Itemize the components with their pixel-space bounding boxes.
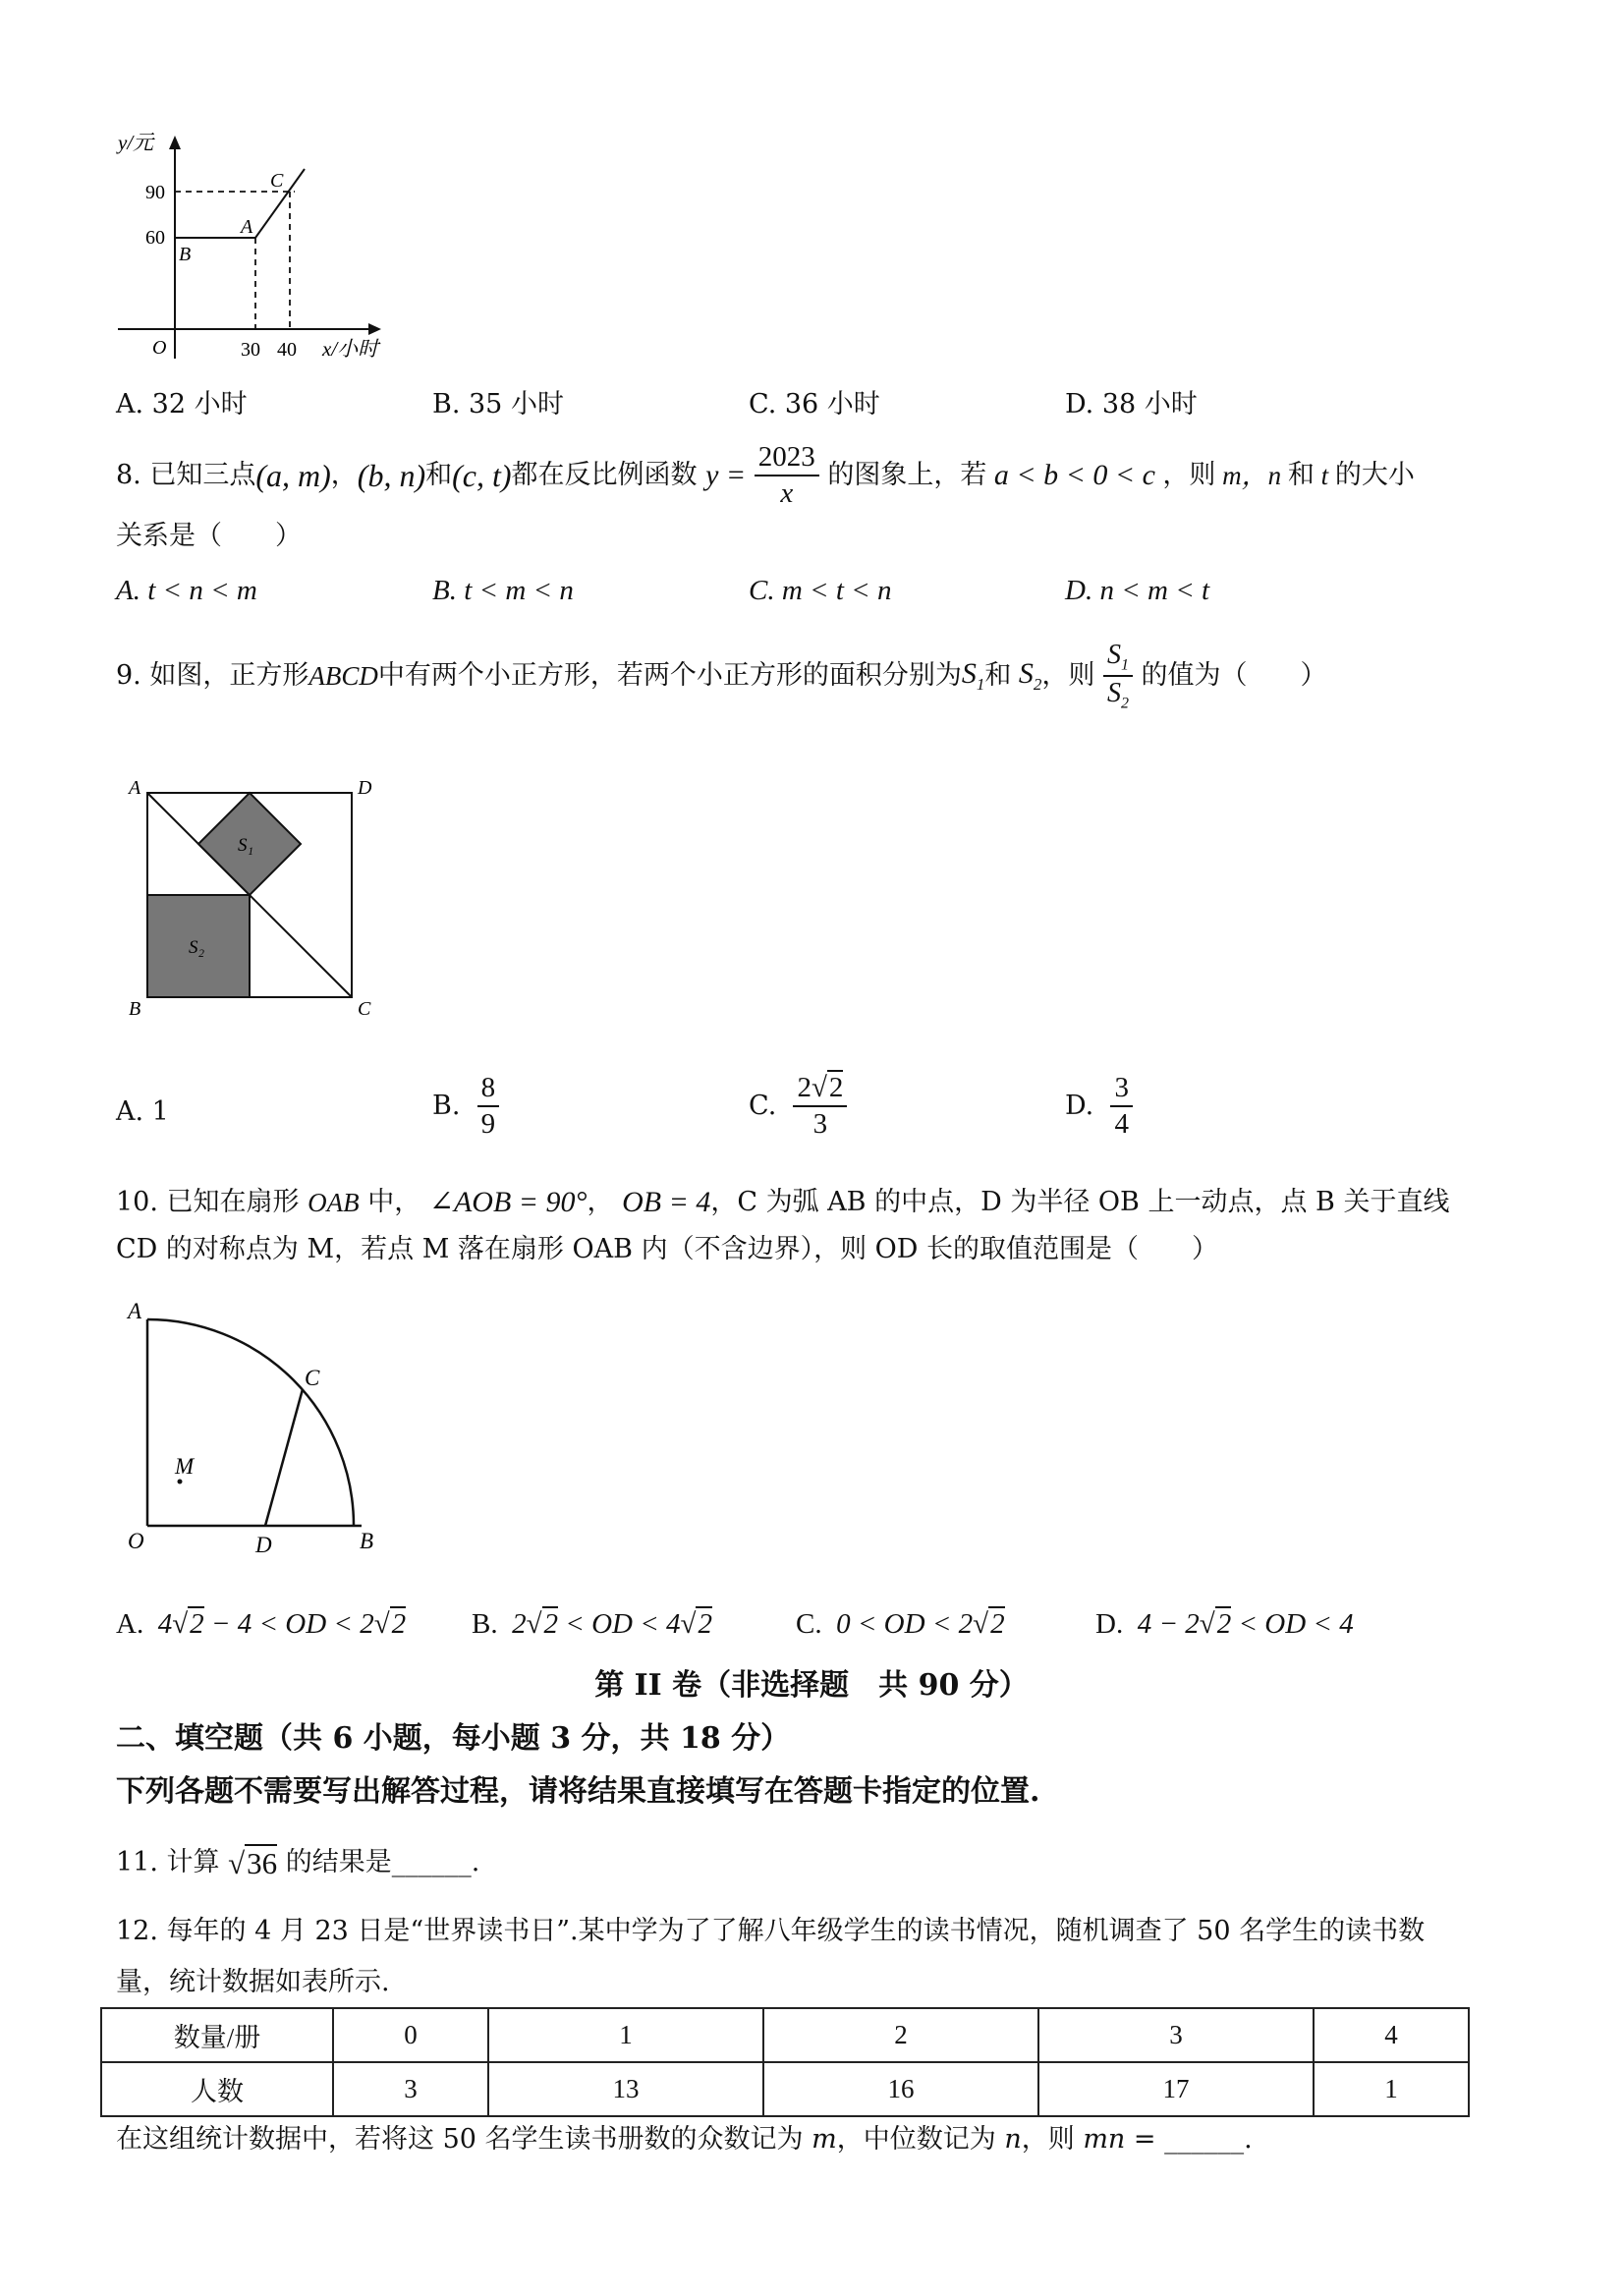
part-2-heading: 二、填空题（共 6 小题，每小题 3 分，共 18 分） [116, 1721, 791, 1756]
q11-text-2: 的结果是______. [285, 1847, 480, 1878]
table-cell: 1 [1314, 2062, 1469, 2116]
q8-text-4: ，则 [1162, 459, 1216, 490]
q8-text-1: 已知三点 [149, 459, 256, 490]
q8-text-6: 的大小 [1334, 459, 1415, 490]
q10-option-c-label: C. [796, 1608, 822, 1640]
q9-option-b [432, 1071, 499, 1142]
q10-radius: OB = 4 [622, 1186, 711, 1218]
q12-line-2: 量，统计数据如表所示. [116, 1967, 390, 1997]
vertex-d: D [358, 777, 372, 799]
table-cell: 人数 [101, 2062, 333, 2116]
table-cell: 2 [763, 2008, 1038, 2062]
q11-radicand: 36 [247, 1846, 278, 1880]
q9-option-b-fraction [477, 1071, 500, 1142]
table-cell: 数量/册 [101, 2008, 333, 2062]
sector-point-m: M [175, 1454, 195, 1479]
q9-text-1: 如图，正方形 [149, 659, 309, 691]
reading-stats-table [100, 2007, 1470, 2117]
q9-stem [116, 639, 1327, 713]
q10-text-2: 中， [367, 1186, 421, 1217]
q8-text-2: 都在反比例函数 [511, 459, 698, 490]
table-cell: 0 [333, 2008, 488, 2062]
table-cell: 13 [488, 2062, 763, 2116]
q10-line-1 [116, 1185, 1449, 1220]
q12-line-1: 12. 每年的 4 月 23 日是“世界读书日”.某中学为了了解八年级学生的读书情况，随机调查了 50 名学生的读书数 [116, 1916, 1426, 1946]
table-cell: 3 [1038, 2008, 1314, 2062]
sector-point-o: O [128, 1529, 144, 1553]
q12-text-3: ，则 [1021, 2124, 1075, 2155]
q9-s1: $S_1$ [961, 657, 985, 695]
q8-point-3: (c, t) [452, 457, 512, 493]
q9-option-b-den: 9 [480, 1107, 496, 1140]
q8-var-t: t [1314, 460, 1335, 490]
q10-option-c: C. 0 < OD < 2√2 [796, 1608, 1005, 1640]
q8-text-5: 和 [1287, 459, 1315, 490]
sector-point-b: B [360, 1529, 374, 1553]
q9-option-c [749, 1071, 847, 1142]
q8-var-n: n [1267, 460, 1288, 490]
q10-option-b: B. 2√2 < OD < 4√2 [472, 1608, 712, 1640]
q9-number: 9. [116, 659, 141, 691]
table-row [101, 2008, 1469, 2062]
label-s1: S₁ [238, 835, 254, 856]
table-cell: 17 [1038, 2062, 1314, 2116]
q9-option-d-fraction [1110, 1071, 1133, 1142]
q9-option-a: A. 1 [116, 1096, 169, 1127]
point-a: A [241, 216, 253, 238]
point-c: C [270, 170, 284, 192]
q7-option-a: A. 32 小时 [116, 389, 248, 420]
q9-option-c-fraction: $\frac{2√2}{3}$ [793, 1071, 847, 1142]
q9-option-c-coef: 2 [797, 1072, 812, 1103]
q10-sector-figure [126, 1289, 401, 1564]
q8-fraction [755, 440, 819, 511]
q9-option-b-label: B. [432, 1090, 461, 1121]
part-2-instruction: 下列各题不需要写出解答过程，请将结果直接填写在答题卡指定的位置. [116, 1774, 1040, 1809]
origin-label: O [152, 337, 167, 359]
q11-text-1: 11. 计算 [116, 1847, 220, 1878]
q9-text-5: ，则 [1041, 659, 1095, 691]
point-b: B [179, 244, 192, 265]
q8-text-3: 的图象上，若 [827, 459, 987, 490]
q12-answer-blank: ______. [1164, 2124, 1253, 2155]
q8-var-m: m， [1215, 460, 1268, 490]
table-cell: 1 [488, 2008, 763, 2062]
q12-text-2: ，中位数记为 [836, 2124, 996, 2155]
tick-60: 60 [145, 227, 165, 249]
q7-option-d: D. 38 小时 [1065, 389, 1198, 420]
table-cell: 3 [333, 2062, 488, 2116]
q9-option-c-radicand: 2 [828, 1072, 844, 1103]
label-s2: S₂ [189, 937, 205, 958]
vertex-a: A [129, 777, 141, 799]
q8-point-2: (b, n) [357, 457, 426, 493]
q8-option-d: D. n < m < t [1065, 575, 1210, 606]
table-cell: 4 [1314, 2008, 1469, 2062]
q11: 11. 计算 √36 的结果是______. [116, 1846, 480, 1880]
q8-inequality: a < b < 0 < c [986, 458, 1163, 491]
q9-option-c-label: C. [749, 1090, 777, 1121]
cost-time-graph [108, 128, 403, 373]
q10-text-1: 已知在扇形 [166, 1186, 300, 1217]
q8-point-1: (a, m) [255, 457, 331, 493]
q8-frac-num: 2023 [755, 440, 819, 476]
q8-option-c: C. m < t < n [749, 575, 892, 606]
q8-option-b: B. t < m < n [432, 575, 574, 606]
q8-line-2: 关系是（ ） [116, 521, 302, 551]
q8-option-a: A. t < n < m [116, 575, 257, 606]
q9-option-b-num: 8 [477, 1071, 500, 1107]
tick-30: 30 [241, 339, 260, 361]
q9-option-d [1065, 1071, 1133, 1142]
q9-square-figure [126, 776, 381, 1022]
sector-point-a: A [128, 1299, 142, 1323]
q10-angle: ∠AOB = 90° [428, 1186, 588, 1218]
q10-option-a: A. 4√2 − 4 < OD < 2√2 [116, 1608, 407, 1640]
q12-text-1: 在这组统计数据中，若将这 50 名学生读书册数的众数记为 [116, 2124, 804, 2155]
table-cell: 16 [763, 2062, 1038, 2116]
vertex-b: B [129, 998, 141, 1020]
q7-option-b: B. 35 小时 [432, 389, 564, 420]
q9-text-6: 的值为（ ） [1141, 659, 1327, 691]
q9-option-d-num: 3 [1110, 1071, 1133, 1107]
q9-option-d-label: D. [1065, 1090, 1094, 1121]
table-row [101, 2062, 1469, 2116]
q8-func-y: y = [705, 458, 747, 491]
q10-option-d-label: D. [1095, 1608, 1124, 1640]
q9-option-c-den: 3 [812, 1107, 828, 1140]
q10-line-2: CD 的对称点为 M，若点 M 落在扇形 OAB 内（不含边界），则 OD 长的取值范围是（ ） [116, 1234, 1219, 1264]
q10-option-d: D. 4 − 2√2 < OD < 4 [1095, 1608, 1354, 1640]
q9-s2: $S_2$ [1011, 657, 1042, 695]
q10-sector-name: OAB [308, 1187, 360, 1217]
y-axis-label: y/元 [118, 131, 154, 154]
q8-frac-den: x [780, 476, 794, 509]
q7-option-c: C. 36 小时 [749, 389, 880, 420]
q9-ratio: $\frac{S_1}{S_2}$ [1103, 639, 1133, 713]
q9-square-name: ABCD [308, 660, 378, 691]
sector-point-c: C [305, 1366, 320, 1390]
q10-number: 10. [116, 1186, 158, 1217]
q8-stem: 8. 已知三点 (a, m) ， (b, n) 和 (c, t) 都在反比例函数 y = $\frac{2023}{x}$ 的图象上，若 a < b < 0 < c ，则 m， n 和 t 的大小 [116, 441, 1415, 509]
q10-option-a-label: A. [116, 1608, 144, 1640]
q12-after-table: 在这组统计数据中，若将这 50 名学生读书册数的众数记为 m，中位数记为 n，则 mn = ______. [116, 2124, 1253, 2155]
sector-point-d: D [255, 1533, 272, 1557]
q9-text-4: 和 [984, 659, 1012, 691]
tick-40: 40 [277, 339, 297, 361]
q8-number: 8. [116, 459, 141, 490]
q10-text-3: ，C 为弧 AB 的中点，D 为半径 OB 上一动点，点 B 关于直线 [710, 1186, 1450, 1217]
vertex-c: C [358, 998, 371, 1020]
q9-text-3: 中有两个小正方形，若两个小正方形的面积分别为 [377, 659, 962, 691]
tick-90: 90 [145, 182, 165, 203]
q10-comma: ， [587, 1186, 614, 1217]
section-2-title: 第 II 卷（非选择题 共 90 分） [594, 1668, 1029, 1703]
x-axis-label: x/小时 [322, 337, 379, 361]
q10-option-b-label: B. [472, 1608, 498, 1640]
q9-option-d-den: 4 [1114, 1107, 1129, 1140]
